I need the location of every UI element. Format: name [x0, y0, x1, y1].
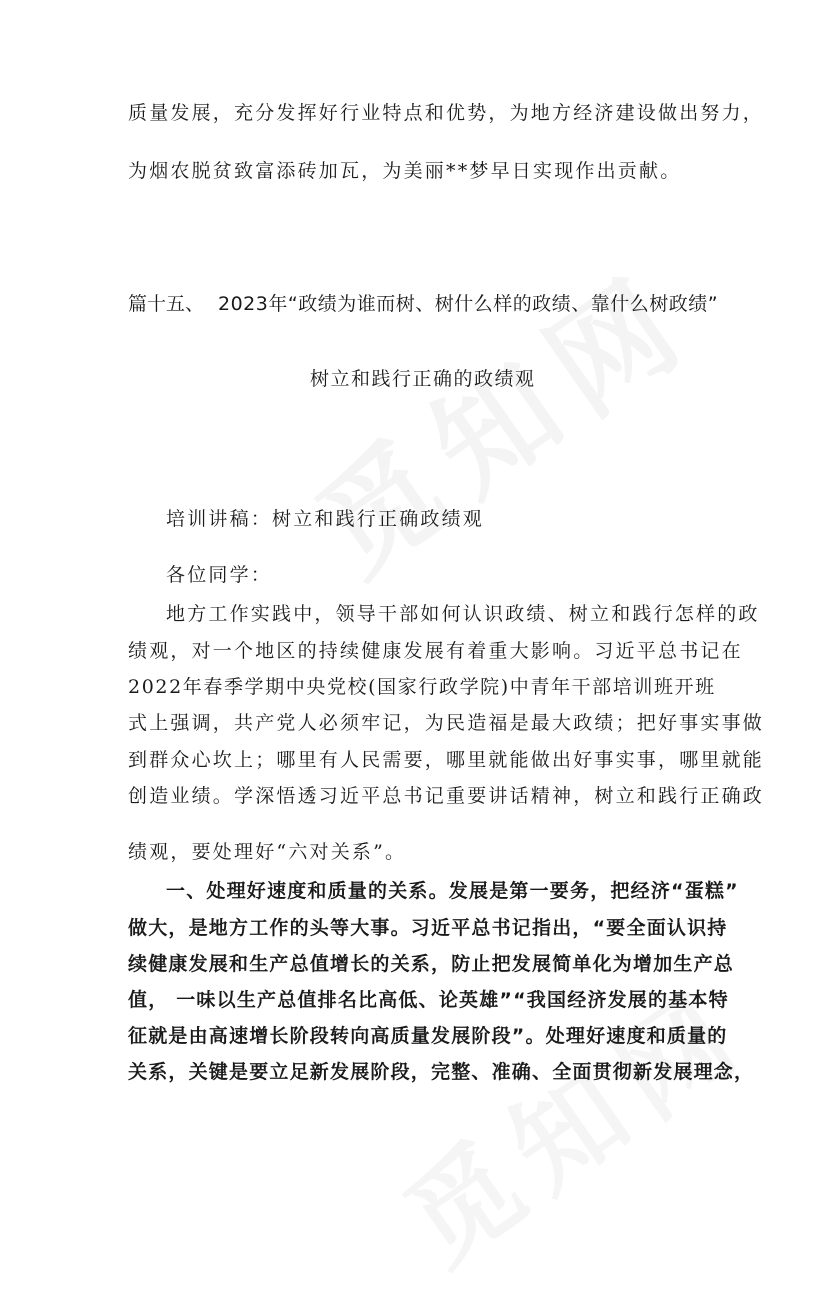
- bold-paragraph-line: 续健康发展和生产总值增长的关系，防止把发展简单化为增加生产总: [128, 953, 735, 975]
- bold-paragraph-line: 征就是由高速增长阶段转向高质量发展阶段”。处理好速度和质量的: [128, 1025, 728, 1047]
- speech-subtitle: 培训讲稿：树立和践行正确政绩观: [166, 508, 485, 530]
- watermark: [279, 225, 722, 607]
- bold-paragraph-line: 值， 一味以生产总值排名比高低、论英雄”“我国经济发展的基本特: [128, 989, 729, 1011]
- bold-paragraph-line: 做大，是地方工作的头等大事。习近平总书记指出，“要全面认识持: [128, 917, 728, 939]
- text-line: 质量发展，充分发挥好行业特点和优势，为地方经济建设做出努力，: [128, 102, 765, 124]
- paragraph-line: 到群众心坎上；哪里有人民需要，哪里就能做出好事实事，哪里就能: [128, 749, 765, 771]
- section-title-line2: 树立和践行正确的政绩观: [310, 368, 536, 390]
- paragraph-line: 式上强调，共产党人必须牢记，为民造福是最大政绩；把好事实事做: [128, 712, 765, 734]
- text-line: 为烟农脱贫致富添砖加瓦，为美丽**梦早日实现作出贡献。: [128, 160, 682, 182]
- greeting: 各位同学：: [166, 564, 273, 586]
- section-number: 篇十五、: [128, 293, 205, 315]
- paragraph-line: 创造业绩。学深悟透习近平总书记重要讲话精神，树立和践行正确政: [128, 785, 765, 807]
- paragraph-line: 2022年春季学期中央党校(国家行政学院)中青年干部培训班开班: [128, 676, 716, 698]
- paragraph-line: 地方工作实践中，领导干部如何认识政绩、树立和践行怎样的政: [166, 603, 760, 625]
- bold-paragraph-line: 关系，关键是要立足新发展阶段，完整、准确、全面贯彻新发展理念，: [128, 1061, 755, 1083]
- paragraph-line: 绩观，对一个地区的持续健康发展有着重大影响。习近平总书记在: [128, 640, 743, 662]
- paragraph-line: 绩观，要处理好“六对关系”。: [128, 841, 407, 863]
- bold-paragraph-line: 一、处理好速度和质量的关系。发展是第一要务，把经济“蛋糕”: [166, 880, 739, 902]
- section-title: 2023年“政绩为谁而树、树什么样的政绩、靠什么树政绩”: [218, 293, 719, 315]
